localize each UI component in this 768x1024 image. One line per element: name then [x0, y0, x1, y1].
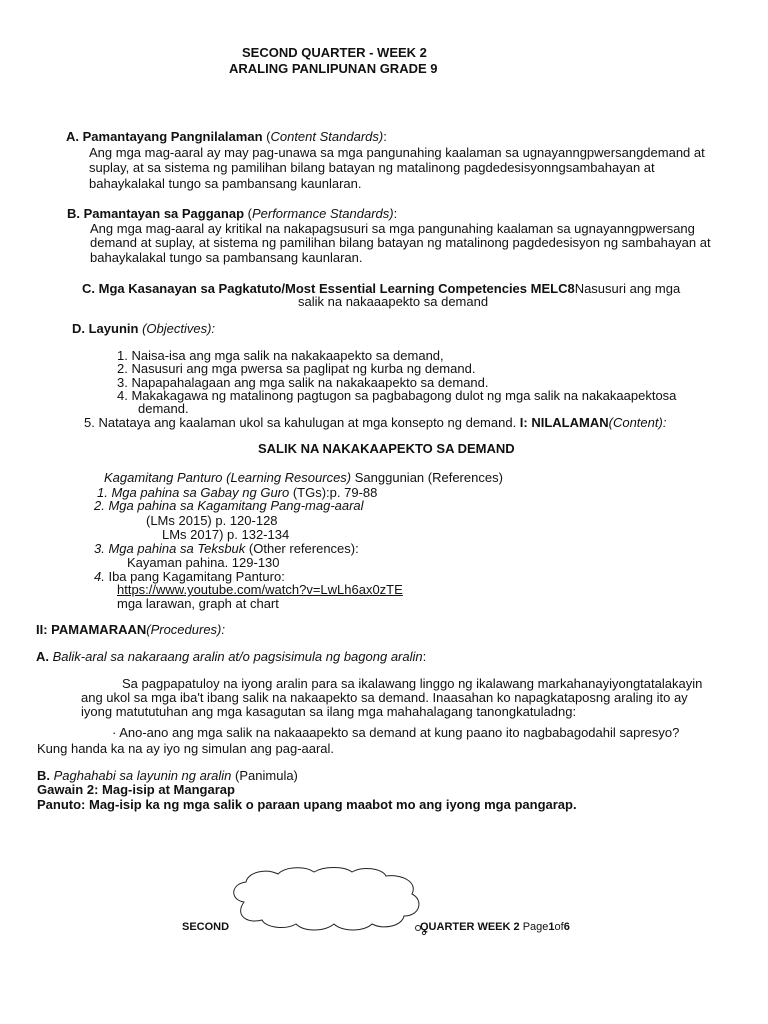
resources-italic: Kagamitang Panturo (Learning Resources): [104, 470, 352, 485]
section-a-colon: :: [383, 129, 387, 144]
section-b-heading: [67, 206, 397, 221]
section-a-label: A. Pamantayang Pangnilalaman: [66, 129, 263, 144]
doc-header-line2: ARALING PANLIPUNAN GRADE 9: [229, 61, 438, 76]
part-a-heading: [36, 649, 426, 664]
objective-item: 4. Makakagawa ng matalinong pagtugon sa pagbabagong dulot ng mga salik na nakakaapektosa: [117, 388, 677, 403]
section-a-paren: (: [262, 129, 271, 144]
resource-item-3: [94, 541, 359, 556]
procedures-label: II: PAMAMARAAN: [36, 622, 147, 637]
section-b-paren: (: [244, 206, 252, 221]
procedures-heading: [36, 622, 225, 637]
objective-item-cont: demand.: [138, 401, 189, 416]
resource-1-rest: (TGs):p. 79-88: [289, 485, 378, 500]
footer-right: [420, 920, 570, 935]
panuto-text: Panuto: Mag-isip ka ng mga salik o paraan upang maabot mo ang iyong mga pangarap.: [37, 797, 577, 812]
footer-left: SECOND: [182, 921, 230, 933]
section-a-line: Ang mga mag-aaral ay may pag-unawa sa mga pangunahing kaalaman sa ugnayanngpwersangdemand at: [89, 145, 705, 160]
section-d-label: D. Layunin: [72, 321, 139, 336]
section-a-italic: Content Standards): [270, 129, 384, 144]
nilalaman-italic: (Content):: [608, 415, 667, 430]
part-a-label: A.: [36, 649, 49, 664]
part-b-label: B.: [37, 768, 50, 783]
section-b-line: bahaykalakal tungo sa pambansang kaunlaran.: [90, 250, 363, 265]
objective-item-5: [84, 415, 666, 430]
section-c-label: C. Mga Kasanayan sa Pagkatuto/Most Essential Learning Competencies MELC8: [82, 281, 575, 296]
section-d-italic: (Objectives):: [138, 321, 216, 336]
resource-4-rest: Iba pang Kagamitang Panturo:: [104, 569, 285, 584]
gawain-title: Gawain 2: Mag-isip at Mangarap: [37, 782, 235, 797]
objective-item: 3. Napapahalagaan ang mga salik na nakakaapekto sa demand.: [117, 375, 489, 390]
footer-of-word: of: [554, 921, 564, 933]
youtube-link[interactable]: https://www.youtube.com/watch?v=LwLh6ax0zTE: [117, 582, 403, 597]
part-a-question: · Ano-ano ang mga salik na nakaaapekto sa demand at kung paano ito nagbabagodahil sapresyo?: [112, 725, 680, 740]
footer-quarter: QUARTER WEEK 2: [420, 921, 523, 933]
part-b-rest: (Panimula): [231, 768, 298, 783]
footer-page-num: 1: [548, 921, 555, 933]
section-c-text: Nasusuri ang mga: [574, 281, 681, 296]
section-c-text-line2: salik na nakaaapekto sa demand: [298, 294, 489, 309]
resource-3-italic: 3. Mga pahina sa Teksbuk: [94, 541, 246, 556]
section-b-label: B. Pamantayan sa Pagganap: [67, 206, 245, 221]
content-title: SALIK NA NAKAKAAPEKTO SA DEMAND: [258, 441, 515, 456]
part-b-italic: Paghahabi sa layunin ng aralin: [50, 768, 232, 783]
section-a-heading: [66, 129, 387, 144]
section-d-heading: [72, 321, 215, 336]
resource-2b: LMs 2017) p. 132-134: [162, 527, 290, 542]
objective-5-text: 5. Natataya ang kaalaman ukol sa kahulugan at mga konsepto ng demand.: [84, 415, 517, 430]
resources-heading: [104, 470, 503, 485]
resource-2a: (LMs 2015) p. 120-128: [146, 513, 278, 528]
footer-page-total: 6: [563, 921, 570, 933]
part-a-closing: Kung handa ka na ay iyo ng simulan ang pag-aaral.: [37, 741, 335, 756]
resource-item-2: [94, 498, 364, 513]
part-a-paragraph-line: ang ukol sa mga iba't ibang salik na nakaapekto sa demand. Inaasahan ko napagkataposng araling ito ay: [81, 690, 688, 705]
nilalaman-label: I: NILALAMAN: [516, 415, 609, 430]
part-a-italic: Balik-aral sa nakaraang aralin at/o pagsisimula ng bagong aralin: [49, 649, 423, 664]
section-a-line: suplay, at sa sistema ng pamilihan bilang batayan ng matalinong pagdedesisyonngsambahayan at: [89, 160, 655, 175]
section-b-italic: Performance Standards): [251, 206, 394, 221]
section-b-colon: :: [393, 206, 398, 221]
resource-3a: Kayaman pahina. 129-130: [127, 555, 280, 570]
thought-cloud-icon: [226, 866, 426, 938]
resource-3-rest: (Other references):: [245, 541, 359, 556]
objective-item: 2. Nasusuri ang mga pwersa sa paglipat ng kurba ng demand.: [117, 361, 476, 376]
part-a-paragraph-line: Sa pagpapatuloy na iyong aralin para sa ikalawang linggo ng ikalawang markahanayiyongtatalakayin: [122, 676, 703, 691]
resources-rest: Sanggunian (References): [351, 470, 503, 485]
section-b-line: Ang mga mag-aaral ay kritikal na nakapagsusuri sa mga pangunahing kaalaman sa ugnayanngpwersang: [90, 221, 695, 236]
doc-header-line1: SECOND QUARTER - WEEK 2: [242, 45, 427, 60]
procedures-italic: (Procedures):: [146, 622, 225, 637]
part-b-heading: [37, 768, 298, 783]
objective-item: 1. Naisa-isa ang mga salik na nakakaapekto sa demand,: [117, 348, 444, 363]
resource-1-italic: 1. Mga pahina sa Gabay ng Guro: [97, 485, 290, 500]
section-b-line: demand at suplay, at sistema ng pamilihan bilang batayan ng matalinong pagdedesisyon ng sambahayan at: [90, 235, 711, 250]
resource-4-num: 4.: [94, 569, 105, 584]
footer-page-word: Page: [522, 921, 549, 933]
section-a-line: bahaykalakal tungo sa pambansang kaunlaran.: [89, 176, 362, 191]
resource-2-italic: 2. Mga pahina sa Kagamitang Pang-mag-aaral: [94, 498, 364, 513]
part-a-paragraph-line: iyong matututuhan ang mga kasagutan sa ilang mga mahahalagang tanongkatuladng:: [81, 704, 577, 719]
part-a-colon: :: [422, 649, 427, 664]
resource-4b: mga larawan, graph at chart: [117, 596, 279, 611]
